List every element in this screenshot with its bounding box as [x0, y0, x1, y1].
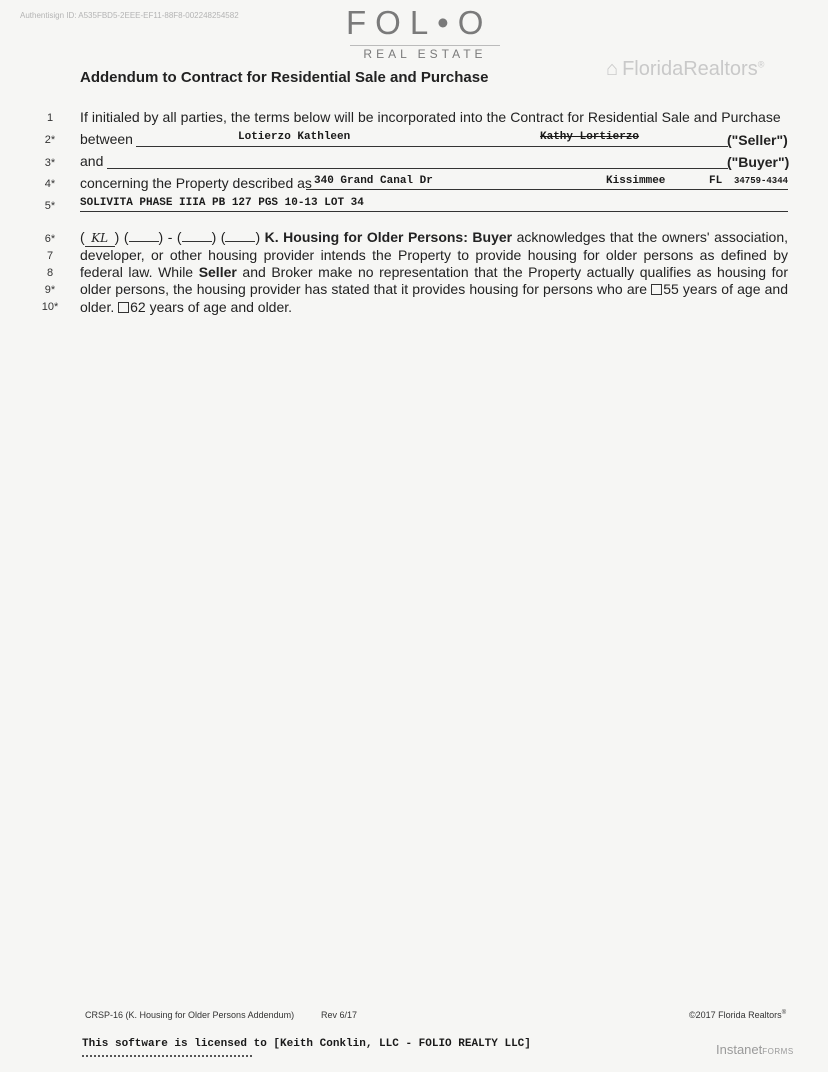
florida-realtors-mark: ® — [757, 59, 765, 70]
line-number-2: 2* — [44, 134, 56, 146]
paragraph-heading: K. Housing for Older Persons: — [264, 229, 468, 245]
line-number-4: 4* — [44, 178, 56, 190]
copyright-text: ©2017 Florida Realtors — [689, 1010, 782, 1020]
line-number-10: 10* — [41, 301, 59, 313]
authentisign-id: Authentisign ID: A535FBD5-2EEE-EF11-88F8-002248254582 — [20, 11, 239, 20]
florida-realtors-text: FloridaRealtors — [622, 58, 758, 80]
and-label: and — [80, 153, 104, 169]
seller-name-field[interactable]: Lotierzo Kathleen — [238, 131, 351, 143]
property-city-field[interactable]: Kissimmee — [606, 175, 666, 187]
seller-label: ("Seller") — [727, 132, 788, 148]
initial-field-3[interactable] — [182, 229, 212, 242]
age-62-label: 62 years of age and older. — [130, 298, 293, 315]
property-line — [306, 189, 788, 190]
line-number-9: 9* — [44, 284, 56, 296]
between-label: between — [80, 131, 133, 147]
line-number-6: 6* — [44, 233, 56, 245]
initial-field-4[interactable] — [225, 229, 255, 242]
intro-text: If initialed by all parties, the terms below will be incorporated into the Contract for Residential Sale and Purchase — [80, 109, 781, 125]
older-persons-paragraph: ( KL ) ( ) - ( ) ( ) K. Housing for Older Persons: Buyer acknowledges that the owners' association, developer, or other housing provider intends the Property to provide housing for older persons as defined by federal law. While Seller and Broker make no representation that the Property actually qualifies as housing for older persons, the housing provider has stated that it provides housing for persons who are 55 years of age and older. 62 years of age and older. — [80, 229, 789, 315]
buyer-word: Buyer — [472, 229, 513, 245]
age-55-checkbox[interactable] — [651, 284, 662, 295]
property-zip-field[interactable]: 34759-4344 — [734, 176, 789, 186]
seller-struck-name: Kathy Lortierzo — [540, 131, 640, 143]
initial-field-2[interactable] — [129, 229, 159, 242]
form-revision: Rev 6/17 — [321, 1010, 358, 1020]
copyright — [689, 1010, 786, 1020]
realtors-house-icon: ⌂ — [606, 58, 619, 80]
florida-realtors-logo — [606, 58, 764, 81]
paragraph-text-2: and Broker make no representation that the Property actually qualifies as housing for older persons, the housing provider has stated that it provides housing for persons who are — [80, 264, 788, 298]
cut-off-url-line — [82, 1055, 252, 1057]
instanet-forms-logo — [716, 1042, 794, 1057]
line-number-8: 8 — [46, 267, 54, 279]
line-number-3: 3* — [44, 157, 56, 169]
folio-logo: FOL•O — [346, 4, 493, 41]
line-number-5: 5* — [44, 200, 56, 212]
instanet-text: Instanet — [716, 1042, 763, 1057]
initial-field-1[interactable]: KL — [85, 232, 115, 247]
buyer-line — [107, 168, 728, 169]
age-62-checkbox[interactable] — [118, 302, 129, 313]
property-state-field[interactable]: FL — [709, 175, 723, 187]
page-title: Addendum to Contract for Residential Sale and Purchase — [80, 69, 489, 86]
line-number-7: 7 — [46, 250, 54, 262]
legal-description-field[interactable]: SOLIVITA PHASE IIIA PB 127 PGS 10-13 LOT 34 — [80, 197, 364, 209]
copyright-mark: ® — [781, 1010, 787, 1016]
line-number-1: 1 — [46, 112, 54, 124]
form-id: CRSP-16 (K. Housing for Older Persons Addendum) — [85, 1010, 295, 1020]
property-address-field[interactable]: 340 Grand Canal Dr — [314, 175, 433, 187]
seller-line — [136, 146, 728, 147]
paragraph-text-1: acknowledges that the owners' association, developer, or other housing provider intends the Property to provide housing for older persons as defined by federal law. While — [80, 229, 789, 281]
seller-word: Seller — [198, 264, 237, 281]
folio-logo-subtitle: REAL ESTATE — [350, 45, 500, 61]
legal-line — [80, 211, 788, 212]
instanet-forms-text: FORMS — [762, 1047, 794, 1056]
age-55-label: 55 years of age and older. — [80, 281, 788, 315]
buyer-label: ("Buyer") — [727, 154, 790, 170]
concerning-label: concerning the Property described as — [80, 175, 312, 191]
license-notice: This software is licensed to [Keith Conklin, LLC - FOLIO REALTY LLC] — [82, 1038, 531, 1050]
